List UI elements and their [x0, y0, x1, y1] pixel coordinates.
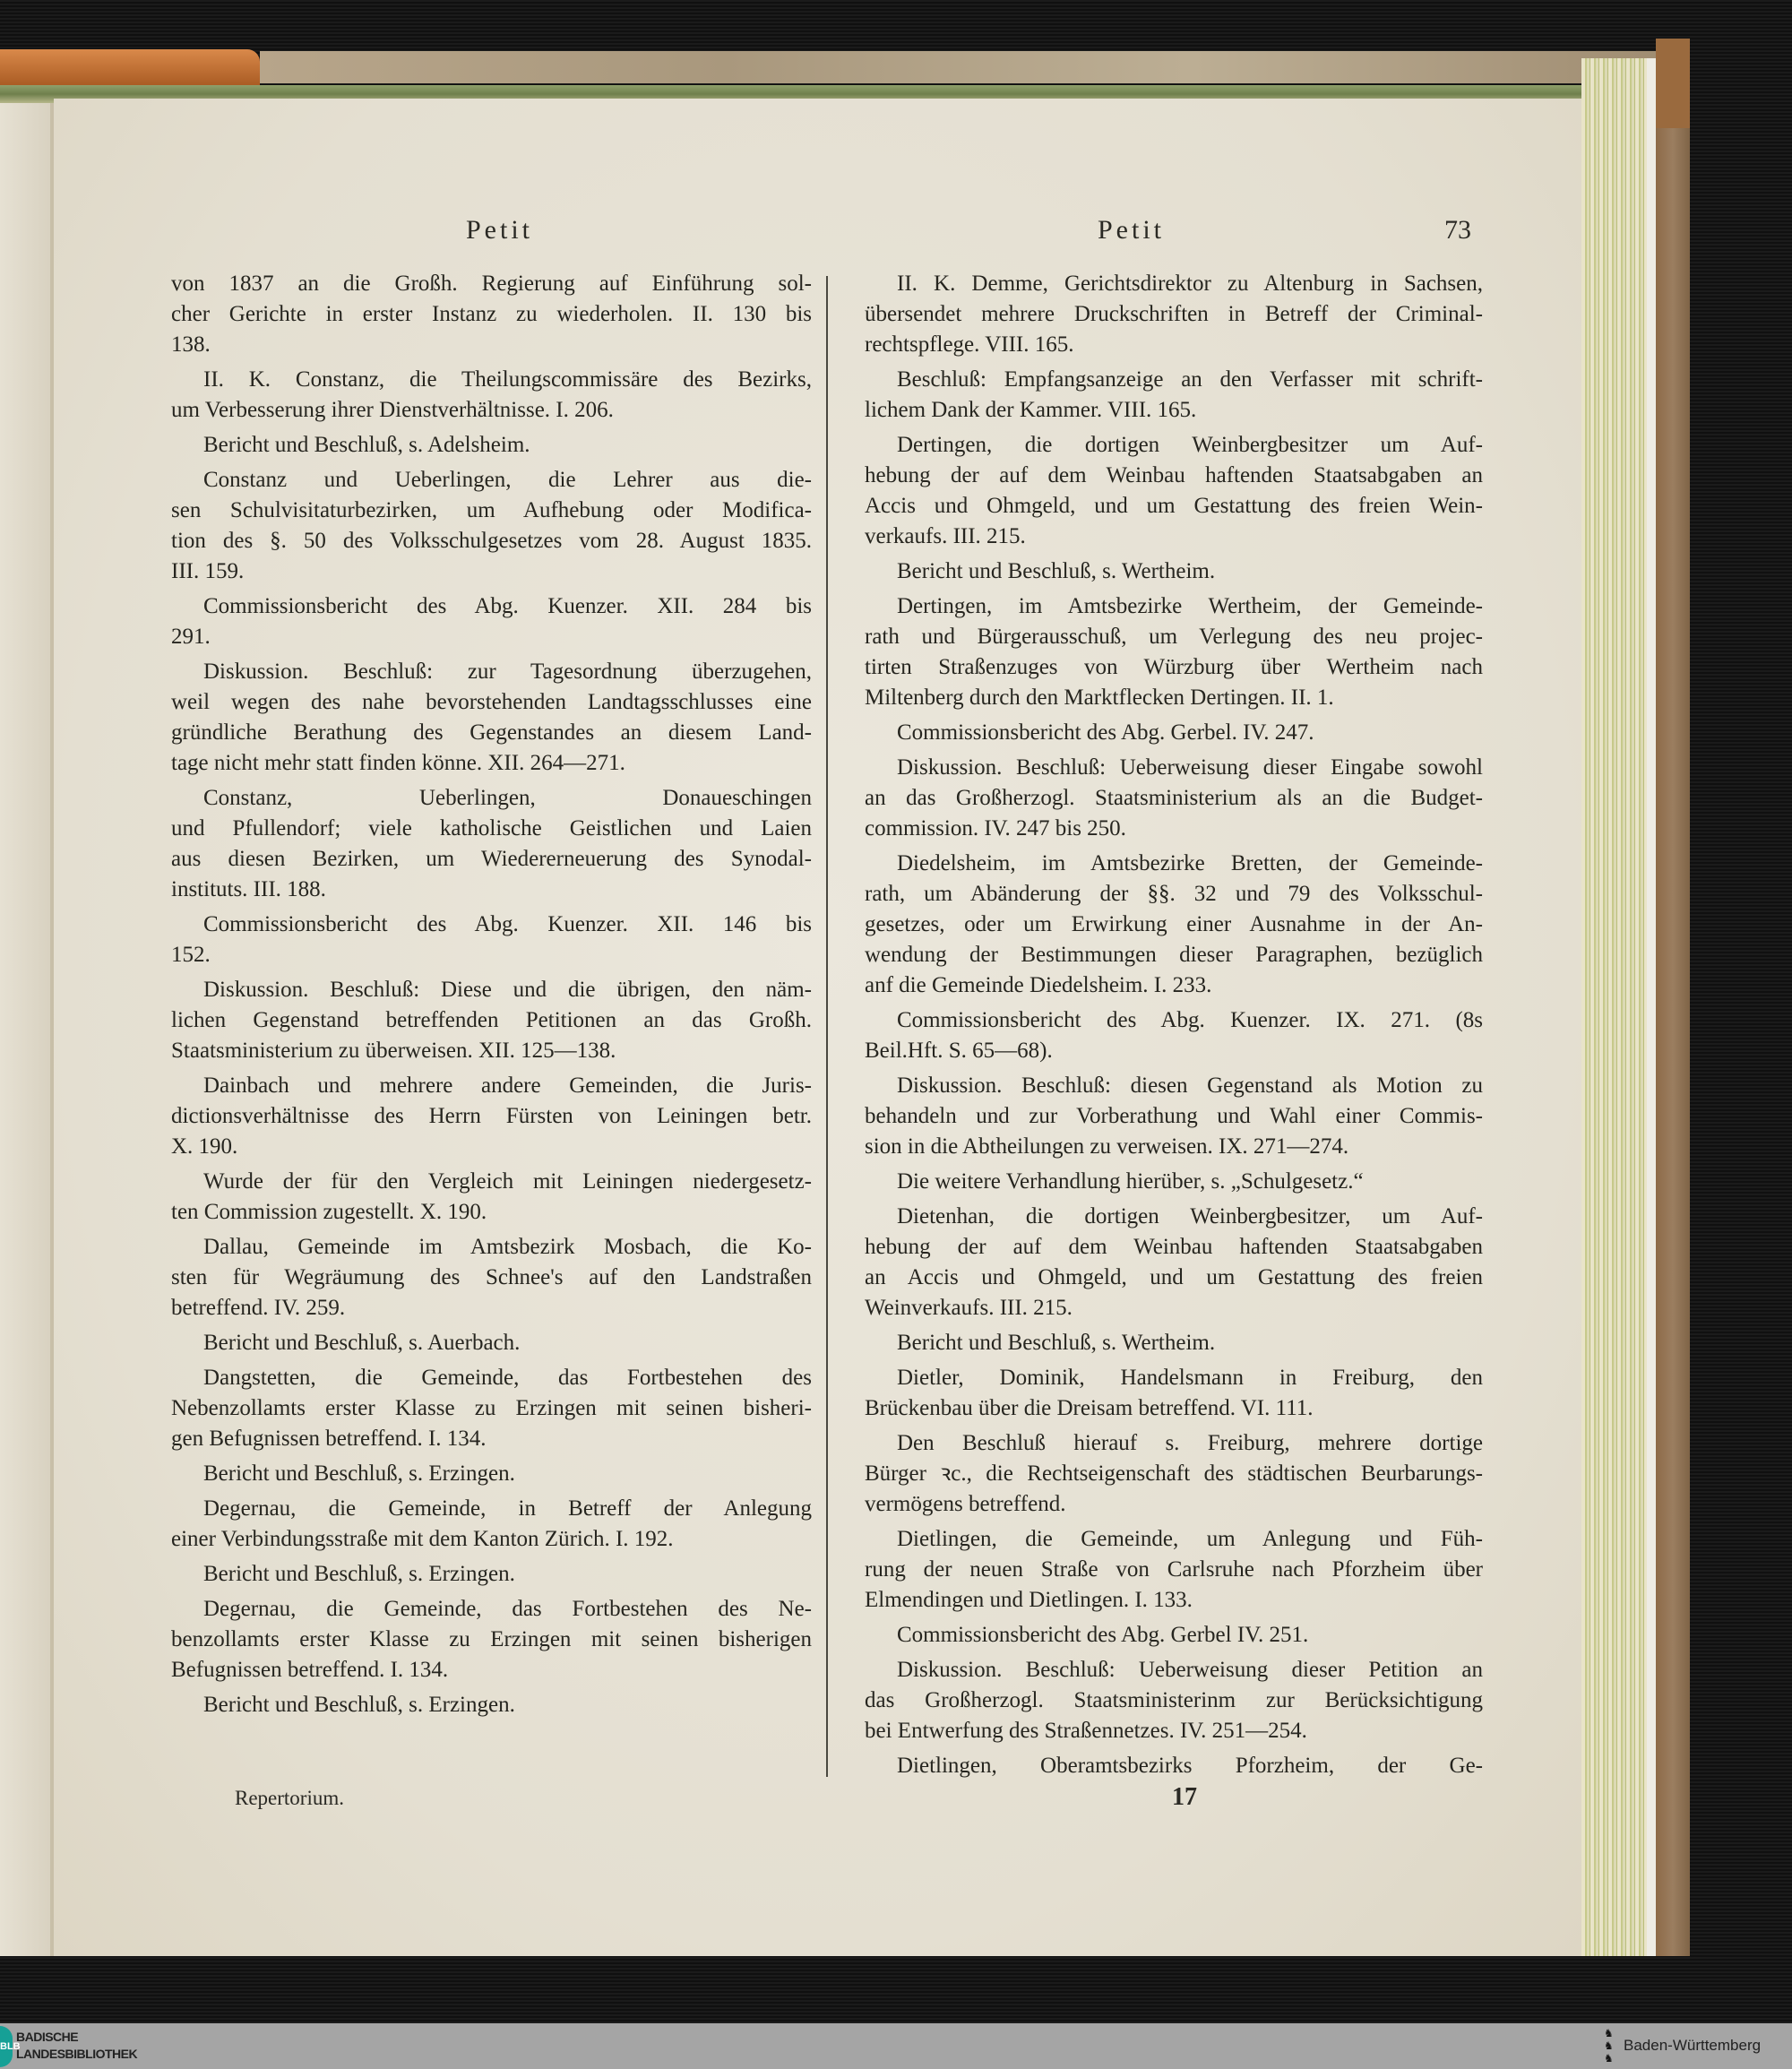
text-line: Bericht und Beschluß, s. Wertheim.	[897, 1331, 1216, 1355]
index-entry	[865, 1071, 1483, 1162]
text-line: an Accis und Ohmgeld, und um Gestattung des freien	[865, 1265, 1483, 1289]
index-entry	[171, 269, 812, 360]
text-line: um Verbesserung ihrer Dienstverhältnisse. I. 206.	[171, 398, 614, 422]
text-line: Beil.Hft. S. 65—68).	[865, 1039, 1053, 1063]
text-line: verkaufs. III. 215.	[865, 524, 1026, 548]
text-line: tage nicht mehr statt finden könne. XII. 264—271.	[171, 751, 625, 775]
text-line: III. 159.	[171, 559, 245, 583]
signature-mark: 17	[1172, 1783, 1197, 1811]
text-line: Dietlingen, Oberamtsbezirks Pforzheim, der Ge-	[897, 1754, 1483, 1778]
text-line: cher Gerichte in erster Instanz zu wiederholen. II. 130 bis	[171, 302, 812, 326]
index-entry	[865, 1328, 1483, 1358]
book-spine-leather	[0, 49, 260, 87]
text-line: X. 190.	[171, 1134, 238, 1159]
index-entry	[865, 591, 1483, 713]
text-line: gen Befugnissen betreffend. I. 134.	[171, 1427, 487, 1451]
blb-logo-text: BLB	[0, 2041, 21, 2052]
index-entry	[171, 365, 812, 426]
library-name-line1: BADISCHE	[16, 2030, 79, 2044]
index-entry	[171, 1071, 812, 1162]
text-line: Constanz und Ueberlingen, die Lehrer aus die-	[203, 468, 812, 492]
blb-logo[interactable]	[0, 2026, 21, 2067]
text-line: Staatsministerium zu überweisen. XII. 125—138.	[171, 1039, 616, 1063]
index-entry	[171, 430, 812, 461]
catchword-repertorium: Repertorium.	[235, 1787, 344, 1809]
index-entry	[865, 1524, 1483, 1616]
text-line: übersendet mehrere Druckschriften in Betreff der Criminal-	[865, 302, 1483, 326]
text-line: Bürger ꝛc., die Rechtseigenschaft des städtischen Beurbarungs-	[865, 1461, 1483, 1486]
text-line: Elmendingen und Dietlingen. I. 133.	[865, 1588, 1193, 1612]
index-entry	[171, 1232, 812, 1323]
text-line: gründliche Berathung des Gegenstandes an diesem Land-	[171, 720, 812, 745]
text-line: von 1837 an die Großh. Regierung auf Einführung sol-	[171, 272, 812, 296]
text-line: Dertingen, die dortigen Weinbergbesitzer um Auf-	[897, 433, 1483, 457]
text-line: Dietlingen, die Gemeinde, um Anlegung und Füh-	[897, 1527, 1483, 1551]
index-entry	[171, 783, 812, 905]
text-line: Diedelsheim, im Amtsbezirke Bretten, der Gemeinde-	[897, 851, 1483, 875]
text-line: Die weitere Verhandlung hierüber, s. „Schulgesetz.“	[897, 1169, 1364, 1194]
index-entry	[171, 1690, 812, 1720]
text-line: betreffend. IV. 259.	[171, 1296, 346, 1320]
index-entry	[171, 1167, 812, 1228]
text-line: einer Verbindungsstraße mit dem Kanton Zürich. I. 192.	[171, 1527, 674, 1551]
text-line: das Großherzogl. Staatsministerinm zur Berücksichtigung	[865, 1688, 1483, 1712]
text-line: lichen Gegenstand betreffenden Petitionen an das Großh.	[171, 1008, 812, 1032]
text-line: ten Commission zugestellt. X. 190.	[171, 1200, 487, 1224]
text-line: II. K. Constanz, die Theilungscommissäre des Bezirks,	[203, 367, 812, 392]
text-line: Commissionsbericht des Abg. Kuenzer. IX. 271. (8s	[897, 1008, 1483, 1032]
index-entry	[865, 365, 1483, 426]
text-line: Diskussion. Beschluß: Ueberweisung dieser Eingabe sowohl	[897, 755, 1483, 780]
text-line: lichem Dank der Kammer. VIII. 165.	[865, 398, 1197, 422]
index-entry	[865, 849, 1483, 1001]
text-line: rung der neuen Straße von Carlsruhe nach Pforzheim über	[865, 1557, 1483, 1582]
book-cover-edge	[1656, 39, 1690, 1956]
text-line: tirten Straßenzuges von Würzburg über Wertheim nach	[865, 655, 1483, 679]
text-line: Bericht und Beschluß, s. Erzingen.	[203, 1693, 515, 1717]
index-entry	[171, 657, 812, 779]
text-line: Bericht und Beschluß, s. Erzingen.	[203, 1461, 515, 1486]
index-entry	[865, 1167, 1483, 1197]
index-entry	[865, 1655, 1483, 1746]
text-line: Dietenhan, die dortigen Weinbergbesitzer, um Auf-	[897, 1204, 1483, 1228]
text-line: Bericht und Beschluß, s. Auerbach.	[203, 1331, 521, 1355]
text-line: weil wegen des nahe bevorstehenden Landtagsschlusses eine	[171, 690, 812, 714]
page-stack-edge-light	[1647, 58, 1656, 1956]
index-entry	[865, 753, 1483, 844]
index-entry	[865, 556, 1483, 587]
text-line: an das Großherzogl. Staatsministerium als an die Budget-	[865, 786, 1483, 810]
index-entry	[171, 1559, 812, 1590]
text-line: Degernau, die Gemeinde, das Fortbestehen des Ne-	[203, 1597, 812, 1621]
text-line: II. K. Demme, Gerichtsdirektor zu Altenburg in Sachsen,	[897, 272, 1483, 296]
left-column	[171, 269, 812, 1725]
text-line: Accis und Ohmgeld, und um Gestattung des freien Wein-	[865, 494, 1483, 518]
text-line: Bericht und Beschluß, s. Wertheim.	[897, 559, 1216, 583]
text-line: 291.	[171, 625, 211, 649]
text-line: aus diesen Bezirken, um Wiedererneuerung des Synodal-	[171, 847, 812, 871]
text-line: rath und Bürgerausschuß, um Verlegung des neu projec-	[865, 625, 1483, 649]
text-line: Commissionsbericht des Abg. Gerbel. IV. 247.	[897, 720, 1314, 745]
text-line: wendung der Bestimmungen dieser Paragraphen, bezüglich	[865, 943, 1483, 967]
text-line: dictionsverhältnisse des Herrn Fürsten von Leiningen betr.	[171, 1104, 812, 1128]
text-line: Weinverkaufs. III. 215.	[865, 1296, 1073, 1320]
index-entry	[171, 909, 812, 970]
text-line: Commissionsbericht des Abg. Gerbel IV. 251.	[897, 1623, 1309, 1647]
text-line: Den Beschluß hierauf s. Freiburg, mehrere dortige	[897, 1431, 1483, 1455]
text-line: Commissionsbericht des Abg. Kuenzer. XII. 284 bis	[203, 594, 812, 618]
index-entry	[865, 1202, 1483, 1323]
index-entry	[865, 1428, 1483, 1520]
text-line: 138.	[171, 332, 211, 357]
page-number: 73	[1444, 215, 1471, 245]
library-name[interactable]	[16, 2029, 137, 2063]
text-line: Diskussion. Beschluß: diesen Gegenstand als Motion zu	[897, 1073, 1483, 1098]
lions-coat-of-arms-icon: ♞ ♞ ♞	[1604, 2027, 1614, 2065]
index-entry	[171, 1328, 812, 1358]
text-line: tion des §. 50 des Volksschulgesetzes vom 28. August 1835.	[171, 529, 812, 553]
text-line: Dainbach und mehrere andere Gemeinden, die Juris-	[203, 1073, 812, 1098]
text-line: Nebenzollamts erster Klasse zu Erzingen mit seinen bisheri-	[171, 1396, 812, 1420]
index-entry	[171, 1594, 812, 1685]
index-entry	[865, 718, 1483, 748]
text-line: Befugnissen betreffend. I. 134.	[171, 1658, 449, 1682]
book-cover-marble	[260, 51, 1658, 83]
index-entry	[865, 1620, 1483, 1651]
text-line: Dietler, Dominik, Handelsmann in Freiburg, den	[897, 1366, 1483, 1390]
index-entry	[865, 1005, 1483, 1066]
text-line: sten für Wegräumung des Schnee's auf den Landstraßen	[171, 1265, 812, 1289]
text-line: 152.	[171, 943, 211, 967]
text-line: Diskussion. Beschluß: Diese und die übrigen, den näm-	[203, 978, 812, 1002]
footer-bar	[0, 2023, 1792, 2069]
text-line: sion in die Abtheilungen zu verweisen. IX. 271—274.	[865, 1134, 1349, 1159]
text-line: und Pfullendorf; viele katholische Geistlichen und Laien	[171, 816, 812, 841]
text-line: Constanz, Ueberlingen, Donaueschingen	[203, 786, 812, 810]
index-entry	[865, 269, 1483, 360]
index-entry	[171, 975, 812, 1066]
text-line: Bericht und Beschluß, s. Adelsheim.	[203, 433, 530, 457]
state-name[interactable]: Baden-Württemberg	[1624, 2037, 1762, 2054]
text-line: hebung der auf dem Weinbau haftenden Staatsabgaben an	[865, 463, 1483, 487]
right-column	[865, 269, 1483, 1786]
text-line: vermögens betreffend.	[865, 1492, 1066, 1516]
text-line: Bericht und Beschluß, s. Erzingen.	[203, 1562, 515, 1586]
text-line: hebung der auf dem Weinbau haftenden Staatsabgaben	[865, 1235, 1483, 1259]
text-line: gesetzes, oder um Erwirkung einer Ausnahme in der An-	[865, 912, 1483, 936]
index-entry	[171, 1363, 812, 1454]
page-stack-edge	[1581, 58, 1656, 1956]
index-entry	[171, 591, 812, 652]
index-entry	[865, 1363, 1483, 1424]
text-line: instituts. III. 188.	[171, 877, 326, 901]
text-line: behandeln und zur Vorberathung und Wahl einer Commis-	[865, 1104, 1483, 1128]
text-line: Dertingen, im Amtsbezirke Wertheim, der Gemeinde-	[897, 594, 1483, 618]
index-entry	[171, 1459, 812, 1489]
right-column-header: Petit	[1098, 215, 1166, 245]
text-line: Miltenberg durch den Marktflecken Dertingen. II. 1.	[865, 685, 1334, 710]
text-line: commission. IV. 247 bis 250.	[865, 816, 1126, 841]
text-line: Commissionsbericht des Abg. Kuenzer. XII. 146 bis	[203, 912, 812, 936]
book-cover-corner	[1656, 39, 1690, 128]
text-line: rechtspflege. VIII. 165.	[865, 332, 1074, 357]
library-name-line2: LANDESBIBLIOTHEK	[16, 2047, 138, 2061]
text-line: bei Entwerfung des Straßennetzes. IV. 251—254.	[865, 1719, 1307, 1743]
index-entry	[865, 430, 1483, 552]
text-line: sen Schulvisitaturbezirken, um Aufhebung oder Modifica-	[171, 498, 812, 522]
text-line: Brückenbau über die Dreisam betreffend. VI. 111.	[865, 1396, 1314, 1420]
text-line: benzollamts erster Klasse zu Erzingen mit seinen bisherigen	[171, 1627, 812, 1651]
left-page-edge	[0, 103, 52, 1956]
text-line: Dallau, Gemeinde im Amtsbezirk Mosbach, die Ko-	[203, 1235, 812, 1259]
index-entry	[865, 1751, 1483, 1781]
text-line: Degernau, die Gemeinde, in Betreff der Anlegung	[203, 1496, 812, 1521]
index-entry	[171, 465, 812, 587]
text-line: Dangstetten, die Gemeinde, das Fortbestehen des	[203, 1366, 812, 1390]
text-line: Wurde der für den Vergleich mit Leiningen niedergesetz-	[203, 1169, 812, 1194]
text-line: anf die Gemeinde Diedelsheim. I. 233.	[865, 973, 1212, 997]
text-line: Beschluß: Empfangsanzeige an den Verfasser mit schrift-	[897, 367, 1483, 392]
index-entry	[171, 1494, 812, 1555]
column-divider	[826, 276, 828, 1777]
left-column-header: Petit	[466, 215, 534, 245]
text-line: Diskussion. Beschluß: zur Tagesordnung überzugehen,	[203, 659, 812, 684]
text-line: Diskussion. Beschluß: Ueberweisung dieser Petition an	[897, 1658, 1483, 1682]
text-line: rath, um Abänderung der §§. 32 und 79 des Volksschul-	[865, 882, 1483, 906]
